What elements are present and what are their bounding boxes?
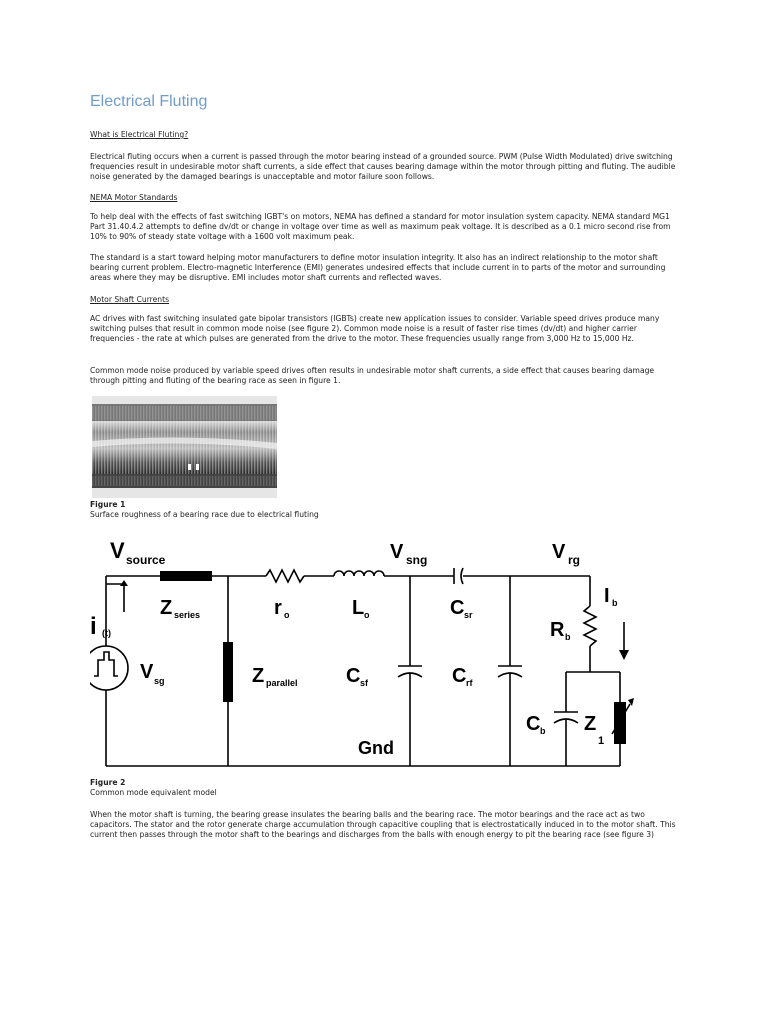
label-v-source: V	[110, 538, 125, 563]
paragraph-fluting-definition: Electrical fluting occurs when a current is passed through the motor bearing instead of a grounded source. PWM (Pulse Width Modulated) drive switching frequencies result in undesirable motor shaft currents, a side effect that causes bearing damage within the motor through pitting and fluting. The audible noise generated by the damaged bearings is unacceptable and motor failure soon follows.	[90, 152, 676, 182]
label-c-b: C	[526, 713, 541, 735]
figure1-label: Figure 1	[90, 500, 126, 509]
page-title: Electrical Fluting	[90, 93, 208, 110]
label-v-sg-sub: sg	[154, 676, 165, 686]
label-z-1-sub: 1	[598, 735, 605, 747]
label-l-o: L	[352, 597, 365, 619]
label-r-b: R	[550, 619, 565, 641]
section-heading-nema: NEMA Motor Standards	[90, 193, 178, 202]
label-v-sng: V	[390, 541, 404, 563]
paragraph-common-mode-noise: Common mode noise produced by variable speed drives often results in undesirable motor shaft currents, a side effect that causes bearing damage through pitting and fluting of the bearing race as seen in figure 1.	[90, 366, 655, 386]
label-gnd: Gnd	[358, 738, 394, 758]
label-c-rf-sub: rf	[466, 678, 473, 688]
label-r-b-sub: b	[565, 632, 571, 642]
label-i-t: i	[90, 613, 97, 640]
label-z-parallel: Z	[252, 665, 265, 687]
label-i-t-sub: (t)	[102, 628, 111, 638]
label-z-series: Z	[160, 597, 173, 619]
label-z-series-sub: series	[174, 610, 201, 620]
label-c-sr: C	[450, 597, 465, 619]
label-r-o-sub: o	[284, 610, 290, 620]
label-c-b-sub: b	[540, 726, 546, 736]
label-v-source-sub: source	[126, 553, 166, 567]
figure2-caption: Common mode equivalent model	[90, 788, 217, 797]
figure2-label: Figure 2	[90, 778, 126, 787]
label-z-parallel-sub: parallel	[266, 678, 298, 688]
label-v-sng-sub: sng	[406, 553, 428, 567]
label-v-rg-sub: rg	[568, 553, 580, 567]
common-mode-circuit-diagram	[90, 534, 650, 778]
figure1-caption: Surface roughness of a bearing race due to electrical fluting	[90, 510, 319, 519]
label-i-b-sub: b	[612, 598, 618, 608]
label-c-sf: C	[346, 665, 361, 687]
paragraph-standard-start: The standard is a start toward helping motor manufacturers to define motor insulation integrity. It also has an indirect relationship to the motor shaft bearing current problem. Electro-magnetic Interference (EMI) generates undesired effects that include current in to parts of the motor and surrounding areas where they may be disruptive. EMI includes motor shaft currents and reflected waves.	[90, 253, 666, 283]
label-r-o: r	[274, 597, 282, 619]
label-i-b: I	[604, 585, 610, 607]
label-l-o-sub: o	[364, 610, 370, 620]
paragraph-ac-drives: AC drives with fast switching insulated gate bipolar transistors (IGBTs) create new application issues to consider. Variable speed drives produce many switching pulses that result in common mode noise (see figure 2). Common mode noise is a result of faster rise times (dv/dt) and higher carrier frequencies - the rate at which pulses are generated from the drive to the motor. These frequencies usually range from 3,000 Hz to 15,000 Hz.	[90, 314, 660, 344]
label-c-sr-sub: sr	[464, 610, 473, 620]
paragraph-nema-standard: To help deal with the effects of fast switching IGBT's on motors, NEMA has defined a standard for motor insulation system capacity. NEMA standard MG1 Part 31.40.4.2 attempts to define dv/dt or change in voltage over time as well as maximum peak voltage. It is described as a 0.1 micro second rise from 10% to 90% of steady state voltage with a 1600 volt maximum peak.	[90, 212, 671, 242]
label-v-rg: V	[552, 541, 566, 563]
label-v-sg: V	[140, 661, 154, 683]
section-heading-what-is-fluting: What is Electrical Fluting?	[90, 130, 189, 139]
label-z-1: Z	[584, 713, 597, 735]
label-c-rf: C	[452, 665, 467, 687]
section-heading-shaft-currents: Motor Shaft Currents	[90, 295, 170, 304]
label-c-sf-sub: sf	[360, 678, 369, 688]
paragraph-motor-shaft-turning: When the motor shaft is turning, the bearing grease insulates the bearing balls and the bearing race. The motor bearings and the race act as two capacitors. The stator and the rotor generate charge accumulation through capacitive coupling that is electrostatically induced in to the motor shaft. This current then passes through the motor shaft to the bearings and discharges from the balls with enough energy to pit the bearing race (see figure 3)	[90, 810, 676, 840]
bearing-race-photo	[92, 396, 277, 498]
